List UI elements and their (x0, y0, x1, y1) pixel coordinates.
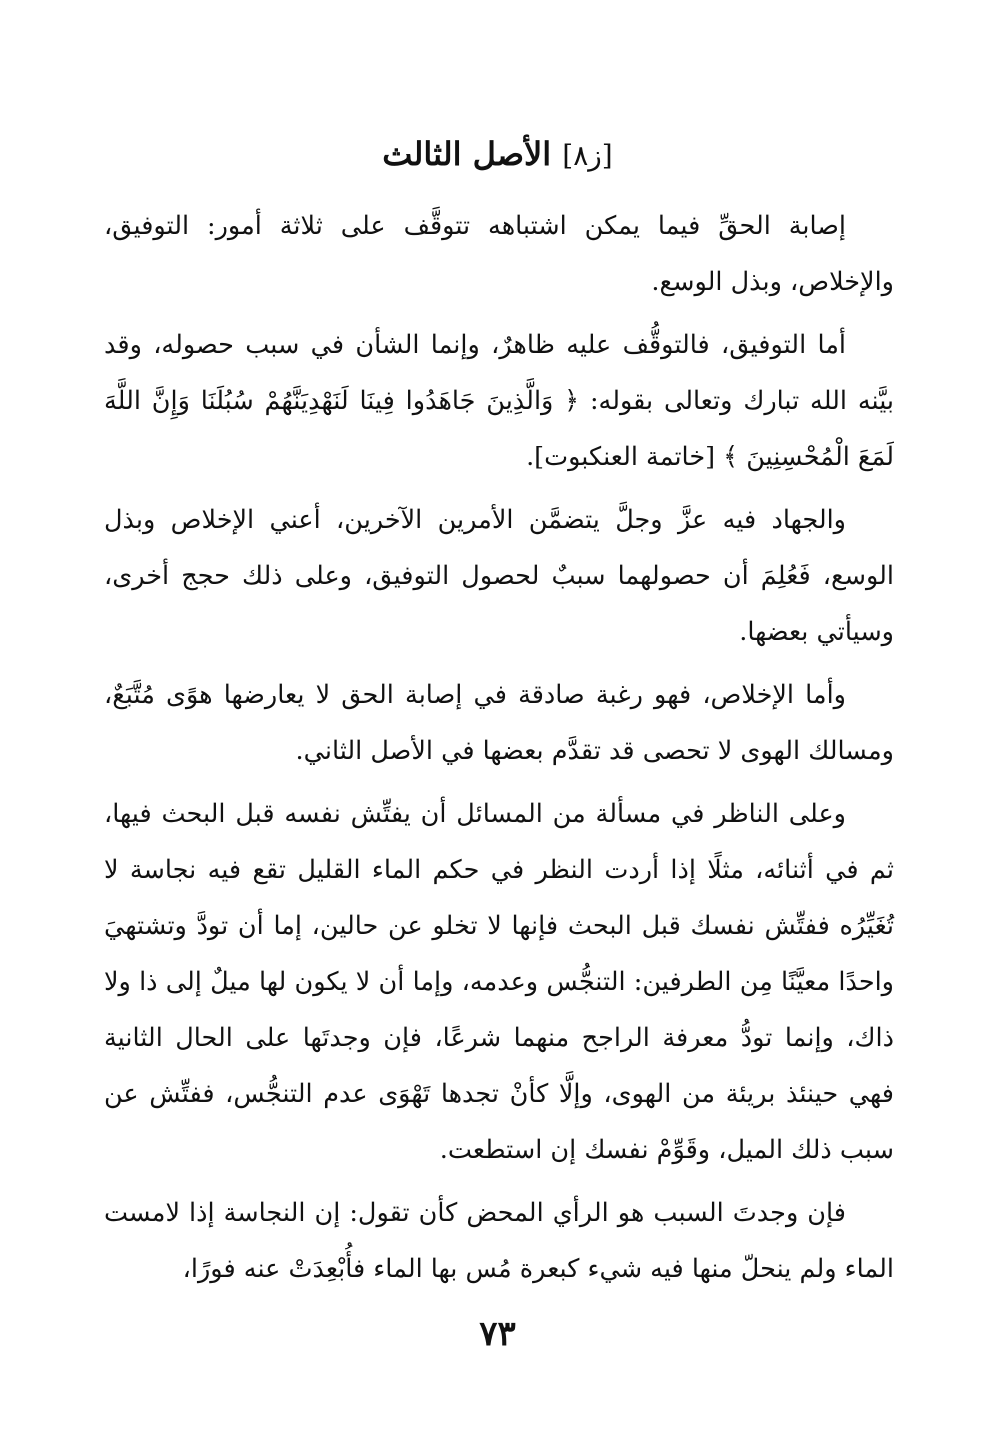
paragraph: والجهاد فيه عزَّ وجلَّ يتضمَّن الأمرين الآخرين، أعني الإخلاص وبذل الوسع، فَعُلِمَ أن حصولهما سببٌ لحصول التوفيق، وعلى ذلك حجج أخرى، وسيأتي بعضها. (104, 505, 894, 647)
paragraph: وأما الإخلاص، فهو رغبة صادقة في إصابة الحق لا يعارضها هوًى مُتَّبَعٌ، ومسالك الهوى لا تحصى قد تقدَّم بعضها في الأصل الثاني. (104, 680, 894, 766)
paragraph: فإن وجدتَ السبب هو الرأي المحض كأن تقول: إن النجاسة إذا لامست الماء ولم ينحلّ منها فيه شيء كبعرة مُس بها الماء فأُبْعِدَتْ عنه فورًا، (104, 1198, 894, 1284)
section-title: الأصل الثالث (382, 135, 552, 173)
body-text (104, 198, 894, 1304)
manuscript-page-tag: [ز٨] (562, 139, 613, 172)
paragraph: أما التوفيق، فالتوقُّف عليه ظاهرٌ، وإنما الشأن في سبب حصوله، وقد بيَّنه الله تبارك وتعالى بقوله: ﴿ وَالَّذِينَ جَاهَدُوا فِينَا لَنَهْدِيَنَّهُمْ سُبُلَنَا وَإِنَّ اللَّهَ لَمَعَ الْمُحْسِنِينَ ﴾ [خاتمة العنكبوت]. (104, 330, 894, 472)
section-heading (0, 130, 995, 180)
paragraph: إصابة الحقِّ فيما يمكن اشتباهه تتوقَّف على ثلاثة أمور: التوفيق، والإخلاص، وبذل الوسع. (104, 211, 894, 297)
paragraph: وعلى الناظر في مسألة من المسائل أن يفتِّش نفسه قبل البحث فيها، ثم في أثنائه، مثلًا إذا أردت النظر في حكم الماء القليل تقع فيه نجاسة لا تُغَيِّرُه ففتِّش نفسك قبل البحث فإنها لا تخلو عن حالين، إما أن تودَّ وتشتهيَ واحدًا معيَّنًا مِن الطرفين: التنجُّس وعدمه، وإما أن لا يكون لها ميلٌ إلى ذا ولا ذاك، وإنما تودُّ معرفة الراجح منهما شرعًا، فإن وجدتَها على الحال الثانية فهي حينئذ بريئة من الهوى، وإلَّا كأنْ تجدها تَهْوَى عدم التنجُّس، ففتِّش عن سبب ذلك الميل، وقَوِّمْ نفسك إن استطعت. (104, 799, 894, 1165)
page-number: ٧٣ (479, 1314, 516, 1354)
